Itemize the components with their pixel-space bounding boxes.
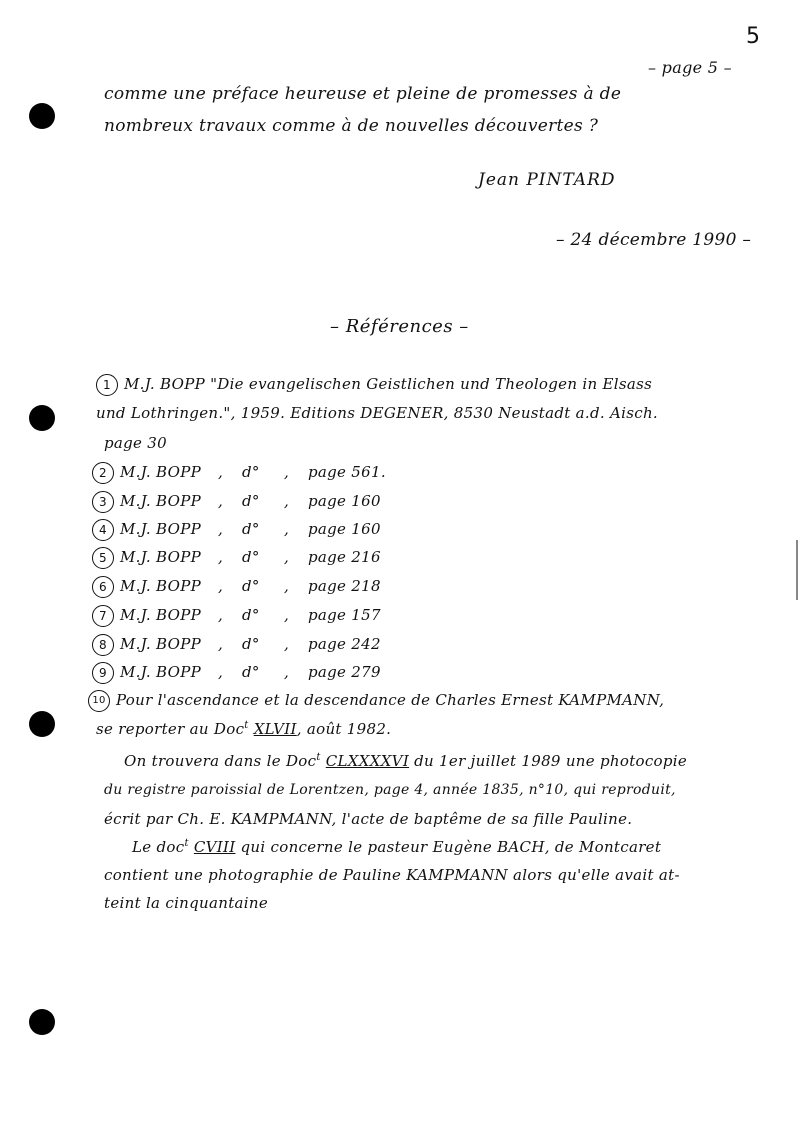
reference-author: M.J. BOPP xyxy=(120,520,201,538)
reference-number: 5 xyxy=(92,547,114,569)
reference-1 xyxy=(96,374,652,396)
reference-text: M.J. BOPP "Die evangelischen Geistlichen und Theologen in Elsass xyxy=(124,375,653,393)
reference-author: M.J. BOPP xyxy=(120,606,201,624)
document-reference: CVIII xyxy=(193,838,236,856)
superscript: t xyxy=(316,752,321,763)
reference-ditto: d° xyxy=(242,548,260,566)
reference-1-line-2: und Lothringen.", 1959. Editions DEGENER, 8530 Neustadt a.d. Aisch. xyxy=(96,404,658,422)
reference-8: 8 M.J. BOPP , d° , page 242 xyxy=(92,634,381,656)
reference-4: 4 M.J. BOPP , d° , page 160 xyxy=(92,519,381,541)
reference-number: 8 xyxy=(92,634,114,656)
reference-1-line-3: page 30 xyxy=(104,434,167,452)
reference-page: page 216 xyxy=(308,548,381,566)
reference-number: 4 xyxy=(92,519,114,541)
reference-number: 6 xyxy=(92,576,114,598)
reference-2: 2 M.J. BOPP , d° , page 561. xyxy=(92,462,386,484)
page-label: – page 5 – xyxy=(648,58,732,77)
reference-ditto: d° xyxy=(242,463,260,481)
paragraph-2-line-1 xyxy=(132,838,661,856)
reference-number: 3 xyxy=(92,491,114,513)
punch-hole-bottom xyxy=(29,1009,55,1035)
text-segment: On trouvera dans le Doc xyxy=(124,752,317,770)
reference-author: M.J. BOPP xyxy=(120,663,201,681)
text-segment: Le doc xyxy=(132,838,185,856)
reference-author: M.J. BOPP xyxy=(120,635,201,653)
reference-ditto: d° xyxy=(242,635,260,653)
document-reference: XLVII xyxy=(253,720,297,738)
punch-hole-lower-middle xyxy=(29,711,55,737)
paragraph-1-line-1 xyxy=(124,752,687,770)
text-segment: , août 1982. xyxy=(296,720,392,738)
reference-10 xyxy=(88,690,664,712)
document-reference: CLXXXXVI xyxy=(325,752,410,770)
reference-3: 3 M.J. BOPP , d° , page 160 xyxy=(92,491,381,513)
reference-10-line-2 xyxy=(96,720,391,738)
reference-number: 9 xyxy=(92,662,114,684)
reference-text: Pour l'ascendance et la descendance de Charles Ernest KAMPMANN, xyxy=(116,691,665,709)
reference-6: 6 M.J. BOPP , d° , page 218 xyxy=(92,576,381,598)
text-segment: se reporter au Doc xyxy=(96,720,245,738)
paragraph-2-line-2: contient une photographie de Pauline KAMPMANN alors qu'elle avait at- xyxy=(104,866,680,884)
page-edge-mark xyxy=(796,540,798,600)
reference-author: M.J. BOPP xyxy=(120,492,201,510)
reference-page: page 160 xyxy=(308,492,381,510)
punch-hole-top xyxy=(29,103,55,129)
superscript: t xyxy=(184,838,189,849)
reference-number: 1 xyxy=(96,374,118,396)
reference-page: page 242 xyxy=(308,635,381,653)
punch-hole-upper-middle xyxy=(29,405,55,431)
intro-line-1: comme une préface heureuse et pleine de promesses à de xyxy=(104,84,622,104)
signature: Jean PINTARD xyxy=(478,170,616,190)
reference-ditto: d° xyxy=(242,606,260,624)
text-segment: qui concerne le pasteur Eugène BACH, de Montcaret xyxy=(240,838,662,856)
reference-author: M.J. BOPP xyxy=(120,577,201,595)
reference-9: 9 M.J. BOPP , d° , page 279 xyxy=(92,662,381,684)
reference-page: page 160 xyxy=(308,520,381,538)
paragraph-2-line-3: teint la cinquantaine xyxy=(104,894,268,912)
reference-page: page 218 xyxy=(308,577,381,595)
reference-page: page 561. xyxy=(308,463,386,481)
page-number: 5 xyxy=(746,24,760,49)
text-segment: du 1er juillet 1989 une photocopie xyxy=(414,752,688,770)
reference-7: 7 M.J. BOPP , d° , page 157 xyxy=(92,605,381,627)
reference-author: M.J. BOPP xyxy=(120,548,201,566)
reference-number: 10 xyxy=(88,690,110,712)
reference-number: 2 xyxy=(92,462,114,484)
intro-line-2: nombreux travaux comme à de nouvelles découvertes ? xyxy=(104,116,599,136)
reference-ditto: d° xyxy=(242,663,260,681)
superscript: t xyxy=(244,720,249,731)
reference-number: 7 xyxy=(92,605,114,627)
reference-author: M.J. BOPP xyxy=(120,463,201,481)
reference-page: page 279 xyxy=(308,663,381,681)
paragraph-1-line-2: du registre paroissial de Lorentzen, page 4, année 1835, n°10, qui reproduit, xyxy=(104,782,676,798)
reference-5: 5 M.J. BOPP , d° , page 216 xyxy=(92,547,381,569)
reference-ditto: d° xyxy=(242,492,260,510)
reference-ditto: d° xyxy=(242,520,260,538)
references-heading: – Références – xyxy=(330,316,469,337)
reference-ditto: d° xyxy=(242,577,260,595)
paragraph-1-line-3: écrit par Ch. E. KAMPMANN, l'acte de baptême de sa fille Pauline. xyxy=(104,810,633,828)
reference-page: page 157 xyxy=(308,606,381,624)
date: – 24 décembre 1990 – xyxy=(556,230,752,250)
